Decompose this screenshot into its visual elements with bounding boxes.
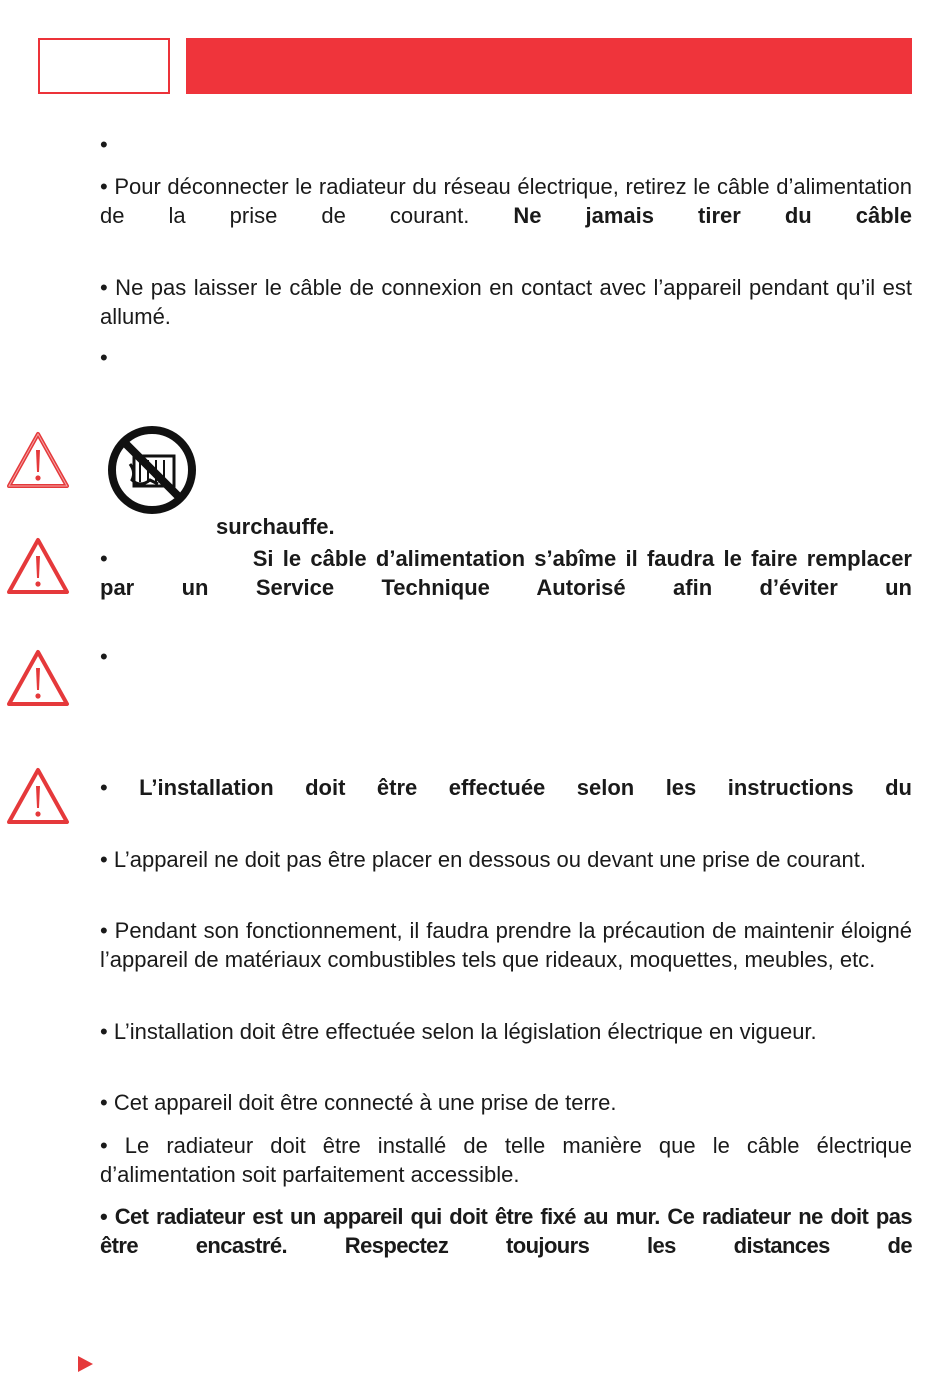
bullet-disconnect: • Pour déconnecter le radiateur du réseau électrique, retirez le câble d’alimentation de la prise de courant. Ne jamais tirer du câble bbox=[100, 174, 912, 228]
warning-triangle-icon bbox=[5, 536, 71, 596]
bullet-socket-position: • L’appareil ne doit pas être placer en dessous ou devant une prise de courant. bbox=[100, 847, 866, 872]
text-surchauffe: surchauffe. bbox=[216, 514, 335, 539]
warning-triangle-icon bbox=[5, 766, 71, 826]
bullet-combustibles: • Pendant son fonctionnement, il faudra prendre la précaution de maintenir éloigné l’appareil de matériaux combustibles tels que rideaux, moquettes, meubles, etc. bbox=[100, 918, 912, 972]
bullet-installation-instructions: • L’installation doit être effectuée selon les instructions du bbox=[100, 775, 912, 800]
bullet-accessible-cable: • Le radiateur doit être installé de telle manière que le câble électrique d’alimentation soit parfaitement accessible. bbox=[100, 1133, 912, 1187]
bullet-damaged-cable: • Si le câble d’alimentation s’abîme il faudra le faire remplacer par un Service Technique Autorisé afin d’éviter un bbox=[100, 546, 912, 600]
bullet-cable-contact: • Ne pas laisser le câble de connexion en contact avec l’appareil pendant qu’il est allumé. bbox=[100, 275, 912, 329]
header-red-bar bbox=[186, 38, 912, 94]
next-page-arrow-icon[interactable] bbox=[76, 1355, 94, 1373]
no-cover-heater-icon bbox=[106, 424, 198, 516]
warning-triangle-icon bbox=[5, 648, 71, 708]
bullet-empty-2: • bbox=[100, 345, 108, 370]
bullet-empty-1: • bbox=[100, 132, 108, 157]
bullet-empty-3: • bbox=[100, 644, 108, 669]
bullet-earth: • Cet appareil doit être connecté à une prise de terre. bbox=[100, 1090, 617, 1115]
header-page-box bbox=[38, 38, 170, 94]
bullet-wall-mounted: • Cet radiateur est un appareil qui doit être fixé au mur. Ce radiateur ne doit pas être encastré. Respectez toujours les distances de bbox=[100, 1204, 912, 1258]
bullet-legislation: • L’installation doit être effectuée selon la législation électrique en vigueur. bbox=[100, 1019, 817, 1044]
warning-triangle-icon bbox=[5, 430, 71, 490]
